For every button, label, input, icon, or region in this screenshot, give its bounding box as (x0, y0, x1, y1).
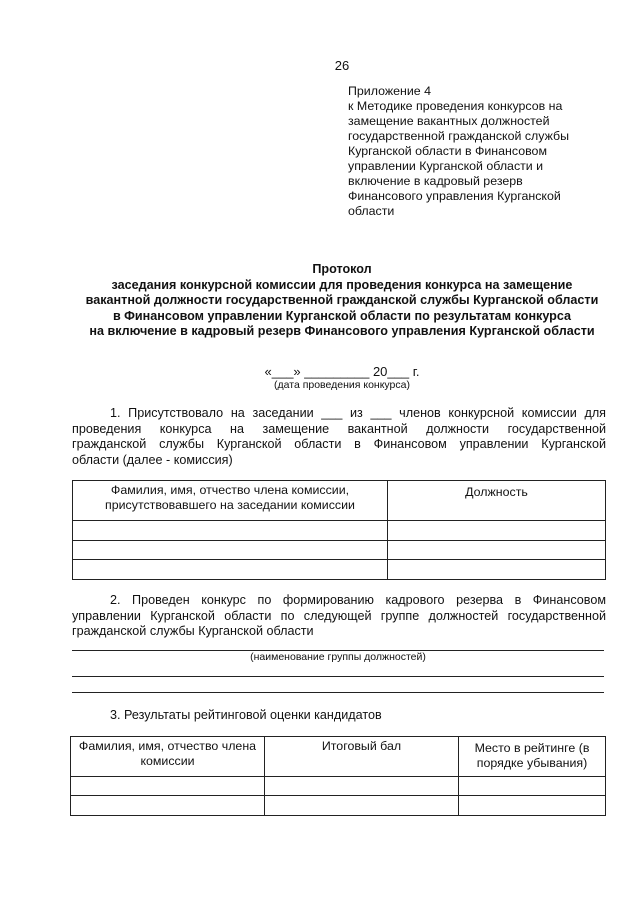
fill-line (72, 692, 604, 693)
title-line: на включение в кадровый резерв Финансового управления Курганской области (89, 324, 595, 338)
table-cell (459, 777, 606, 796)
header-cell-name: Фамилия, имя, отчество члена комиссии (71, 737, 265, 777)
appendix-line: Курганской области в Финансовом (348, 144, 547, 158)
appendix-line: управлении Курганской области и (348, 159, 544, 173)
header-cell-name: Фамилия, имя, отчество члена комиссии, присутствовавшего на заседании комиссии (73, 481, 388, 521)
title-line: заседания конкурсной комиссии для проведения конкурса на замещение (111, 277, 573, 292)
appendix-line: замещение вакантных должностей (348, 114, 550, 128)
paragraph-line: 1. Присутствовало на заседании ___ из ___ членов конкурсной комиссии для (110, 406, 606, 420)
header-cell-score: Итоговый бал (265, 737, 459, 777)
fill-line (72, 676, 604, 677)
section3-title: 3. Результаты рейтинговой оценки кандидатов (110, 708, 382, 722)
group-caption: (наименование группы должностей) (250, 651, 426, 663)
header-cell-position: Должность (388, 481, 606, 521)
title-line: в Финансовом управлении Курганской области по результатам конкурса (112, 308, 572, 323)
title-line: вакантной должности государственной гражданской службы Курганской области (85, 293, 599, 307)
section2-paragraph (72, 593, 606, 640)
attendees-table (72, 480, 606, 580)
table-cell (459, 796, 606, 816)
rating-table (70, 736, 606, 816)
appendix-line: Приложение 4 (348, 84, 432, 98)
header-cell-rank: Место в рейтинге (в порядке убывания) (459, 737, 606, 777)
appendix-header (348, 84, 598, 219)
appendix-line: Финансового управления Курганской (348, 189, 561, 203)
table-cell (73, 560, 388, 580)
table-cell (71, 796, 265, 816)
section1-paragraph (72, 406, 606, 468)
table-row (71, 796, 606, 816)
date-caption: (дата проведения конкурса) (274, 379, 410, 391)
table-row (73, 560, 606, 580)
paragraph-line: управлении Курганской области по следующей группе должностей государственной (72, 608, 606, 623)
table-cell (388, 521, 606, 541)
table-cell (73, 521, 388, 541)
table-header-row (73, 481, 606, 521)
paragraph-line: гражданской службы Курганской области в Финансовом управлении Курганской (72, 437, 606, 451)
table-row (73, 541, 606, 560)
table-cell (71, 777, 265, 796)
title-heading: Протокол (312, 262, 372, 276)
appendix-line: включение в кадровый резерв (348, 174, 523, 188)
appendix-line: государственной гражданской службы (348, 129, 570, 143)
document-title (0, 262, 639, 340)
table-cell (265, 796, 459, 816)
table-cell (388, 541, 606, 560)
table-row (73, 521, 606, 541)
paragraph-line: проведения конкурса на замещение вакантной должности государственной (72, 421, 606, 436)
date-line: «___» _________ 20___ г. (264, 364, 420, 379)
table-header-row (71, 737, 606, 777)
table-cell (388, 560, 606, 580)
table-row (71, 777, 606, 796)
table-cell (73, 541, 388, 560)
paragraph-line: 2. Проведен конкурс по формированию кадрового резерва в Финансовом (110, 593, 606, 607)
appendix-line: к Методике проведения конкурсов на (348, 99, 563, 113)
section3-heading (72, 708, 606, 724)
table-cell (265, 777, 459, 796)
appendix-line: области (348, 204, 395, 218)
page-number: 26 (334, 58, 350, 73)
paragraph-line: гражданской службы Курганской области (72, 624, 314, 638)
paragraph-line: области (далее - комиссия) (72, 452, 233, 467)
